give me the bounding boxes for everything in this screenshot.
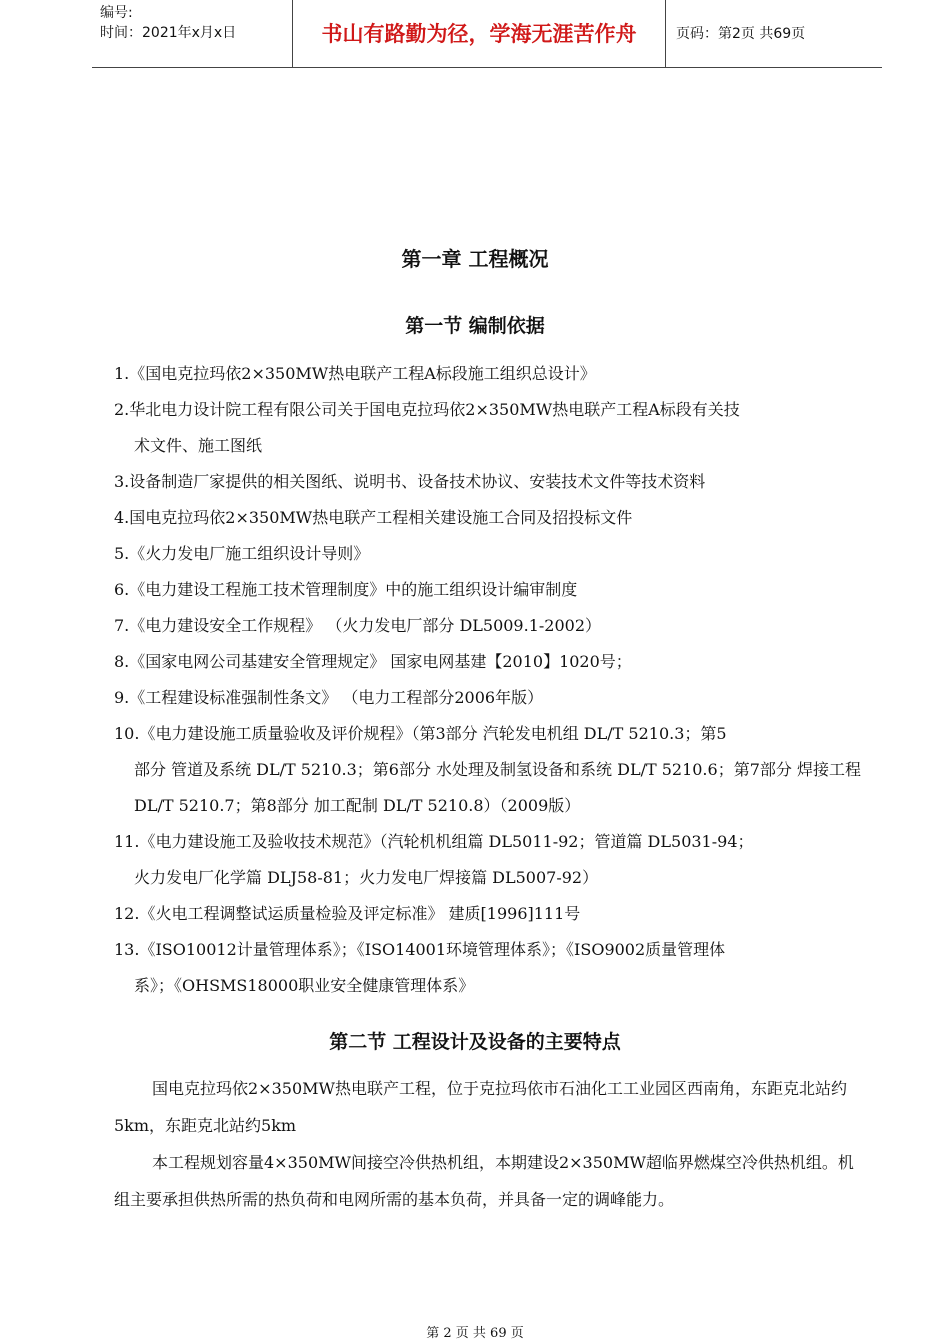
reference-list bbox=[114, 356, 864, 1004]
reference-item-text: 11.《电力建设施工及验收技术规范》（汽轮机机组篇 DL5011-92；管道篇 DL5031-94； bbox=[114, 832, 754, 851]
reference-item-text: 2.华北电力设计院工程有限公司关于国电克拉玛依2×350MW热电联产工程A标段有关技 bbox=[114, 400, 740, 419]
header-meta bbox=[92, 0, 292, 68]
reference-item bbox=[114, 536, 864, 572]
header-page-label: 页码：第2页 共69页 bbox=[676, 26, 806, 42]
reference-item-text: 9.《工程建设标准强制性条文》 （电力工程部分2006年版） bbox=[114, 688, 544, 707]
reference-item bbox=[114, 356, 864, 392]
reference-item bbox=[114, 392, 864, 464]
reference-item-text: 4.国电克拉玛依2×350MW热电联产工程相关建设施工合同及招投标文件 bbox=[114, 508, 633, 527]
header-motto: 书山有路勤为径，学海无涯苦作舟 bbox=[321, 21, 637, 46]
reference-item bbox=[114, 500, 864, 536]
reference-item-continuation: 部分 管道及系统 DL/T 5210.3；第6部分 水处理及制氢设备和系统 DL/T 5210.6；第7部分 焊接工程 DL/T 5210.7；第8部分 加工配制 DL/T 5210.8）（2009版） bbox=[134, 760, 861, 815]
reference-item-text: 6.《电力建设工程施工技术管理制度》中的施工组织设计编审制度 bbox=[114, 580, 578, 599]
page-footer: 第 2 页 共 69 页 bbox=[426, 1326, 524, 1341]
reference-item-text: 10.《电力建设施工质量验收及评价规程》（第3部分 汽轮发电机组 DL/T 5210.3；第5 bbox=[114, 724, 727, 743]
reference-item-text: 3.设备制造厂家提供的相关图纸、说明书、设备技术协议、安装技术文件等技术资料 bbox=[114, 472, 706, 491]
reference-item bbox=[114, 608, 864, 644]
section-title-1: 第一节 编制依据 bbox=[405, 315, 545, 337]
header-number-label: 编号: bbox=[100, 5, 133, 21]
reference-item-continuation: 火力发电厂化学篇 DLJ58-81；火力发电厂焊接篇 DL5007-92） bbox=[134, 868, 599, 887]
reference-item bbox=[114, 680, 864, 716]
reference-item-continuation: 系》；《OHSMS18000职业安全健康管理体系》 bbox=[134, 976, 475, 995]
body-paragraph: 本工程规划容量4×350MW间接空冷供热机组，本期建设2×350MW超临界燃煤空冷供热机组。机组主要承担供热所需的热负荷和电网所需的基本负荷，并具备一定的调峰能力。 bbox=[114, 1153, 854, 1209]
reference-item-text: 5.《火力发电厂施工组织设计导则》 bbox=[114, 544, 370, 563]
reference-item-continuation: 术文件、施工图纸 bbox=[134, 436, 263, 455]
section-title-2: 第二节 工程设计及设备的主要特点 bbox=[329, 1031, 621, 1053]
header-motto-cell bbox=[292, 0, 666, 68]
chapter-title: 第一章 工程概况 bbox=[401, 247, 549, 271]
reference-item bbox=[114, 644, 864, 680]
reference-item bbox=[114, 716, 864, 824]
reference-item-text: 1.《国电克拉玛依2×350MW热电联产工程A标段施工组织总设计》 bbox=[114, 364, 596, 383]
reference-item-text: 13.《ISO10012计量管理体系》；《ISO14001环境管理体系》；《ISO9002质量管理体 bbox=[114, 940, 726, 959]
reference-item bbox=[114, 572, 864, 608]
reference-item bbox=[114, 464, 864, 500]
body-paragraph: 国电克拉玛依2×350MW热电联产工程，位于克拉玛依市石油化工工业园区西南角，东距克北站约5km，东距克北站约5km bbox=[114, 1079, 847, 1135]
reference-item bbox=[114, 896, 864, 932]
header-time-label: 时间：2021年x月x日 bbox=[100, 25, 237, 41]
reference-item-text: 12.《火电工程调整试运质量检验及评定标准》 建质[1996]111号 bbox=[114, 904, 581, 923]
page-header bbox=[92, 0, 882, 68]
reference-item bbox=[114, 932, 864, 1004]
reference-item-text: 7.《电力建设安全工作规程》 （火力发电厂部分 DL5009.1-2002） bbox=[114, 616, 602, 635]
reference-item-text: 8.《国家电网公司基建安全管理规定》 国家电网基建【2010】1020号； bbox=[114, 652, 632, 671]
reference-item bbox=[114, 824, 864, 896]
